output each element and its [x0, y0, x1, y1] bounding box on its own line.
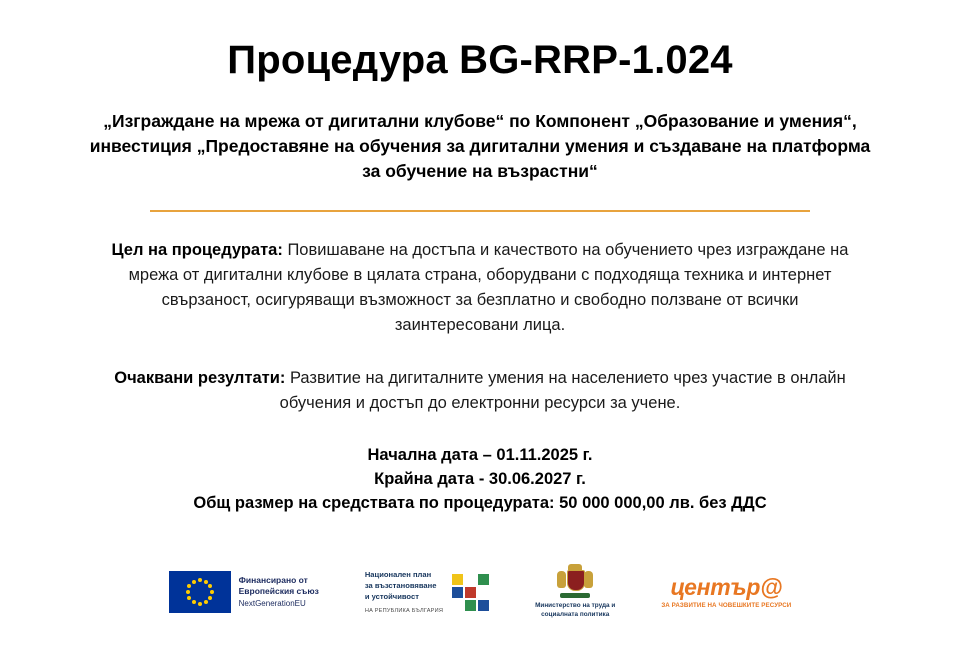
subtitle: „Изграждане на мрежа от дигитални клубове“ по Компонент „Образование и умения“, инвестиция „Предоставяне на обучения за дигитални умения и създаване на платформа за обучение на възрастни“	[89, 111, 871, 181]
nprr-tile	[452, 587, 463, 598]
nprr-tile	[478, 600, 489, 611]
eu-logo-text	[239, 575, 319, 609]
nprr-tile	[465, 600, 476, 611]
nprr-tile	[452, 574, 463, 585]
nprr-logo-text	[365, 569, 443, 615]
ministry-logo	[535, 564, 615, 620]
end-date: Крайна дата - 30.06.2027 г.	[374, 469, 586, 488]
eu-line2: Европейския съюз	[238, 585, 319, 596]
ministry-line2: социалната политика	[541, 611, 610, 619]
coat-of-arms-icon	[555, 564, 595, 598]
dates-block	[80, 444, 880, 516]
eu-line3: NextGenerationEU	[238, 599, 306, 609]
eu-line1: Финансирано от	[238, 574, 308, 585]
center-logo-sub: ЗА РАЗВИТИЕ НА ЧОВЕШКИТЕ РЕСУРСИ	[661, 601, 792, 609]
nprr-tile	[465, 574, 476, 585]
nprr-tile	[478, 574, 489, 585]
nprr-grid-icon	[452, 574, 489, 611]
page-title: Процедура BG-RRP-1.024	[227, 38, 733, 82]
goal-label: Цел на процедурата:	[111, 240, 283, 259]
ministry-line1: Министерство на труда и	[535, 602, 616, 610]
nprr-sub: НА РЕПУБЛИКА БЪЛГАРИЯ	[364, 607, 444, 614]
goal-paragraph	[100, 238, 860, 338]
goal-text: Повишаване на достъпа и качеството на обучението чрез изграждане на мрежа от дигитални клубове в цялата страна, оборудвани с подходяща техника и интернет свързаност, осигуряващи възможност за безплатно и свободно ползване от всички заинтересовани лица.	[128, 240, 849, 334]
logo-strip	[0, 564, 960, 620]
nprr-line2: за възстановяване	[364, 580, 437, 590]
results-label: Очаквани резултати:	[114, 368, 286, 387]
at-icon: @	[760, 573, 783, 600]
start-date: Начална дата – 01.11.2025 г.	[367, 446, 593, 464]
nprr-line1: Национален план	[364, 569, 432, 579]
eu-flag-icon	[169, 571, 231, 613]
ministry-logo-text	[535, 602, 615, 620]
center-word-text: център	[670, 573, 761, 600]
hrdc-logo	[661, 573, 792, 609]
nprr-tile	[478, 587, 489, 598]
center-logo-word	[670, 573, 783, 600]
budget-amount: Общ размер на средствата по процедурата: 50 000 000,00 лв. без ДДС	[193, 493, 767, 512]
national-recovery-plan-logo	[365, 569, 489, 615]
nprr-line3: и устойчивост	[364, 591, 419, 601]
nprr-tile	[452, 600, 463, 611]
results-text: Развитие на дигиталните умения на населението чрез участие в онлайн обучения и достъп до електронни ресурси за учене.	[279, 368, 846, 412]
divider	[150, 210, 810, 212]
slide	[0, 38, 960, 658]
results-paragraph	[85, 366, 875, 416]
nprr-tile	[465, 587, 476, 598]
eu-funding-logo	[169, 571, 319, 613]
